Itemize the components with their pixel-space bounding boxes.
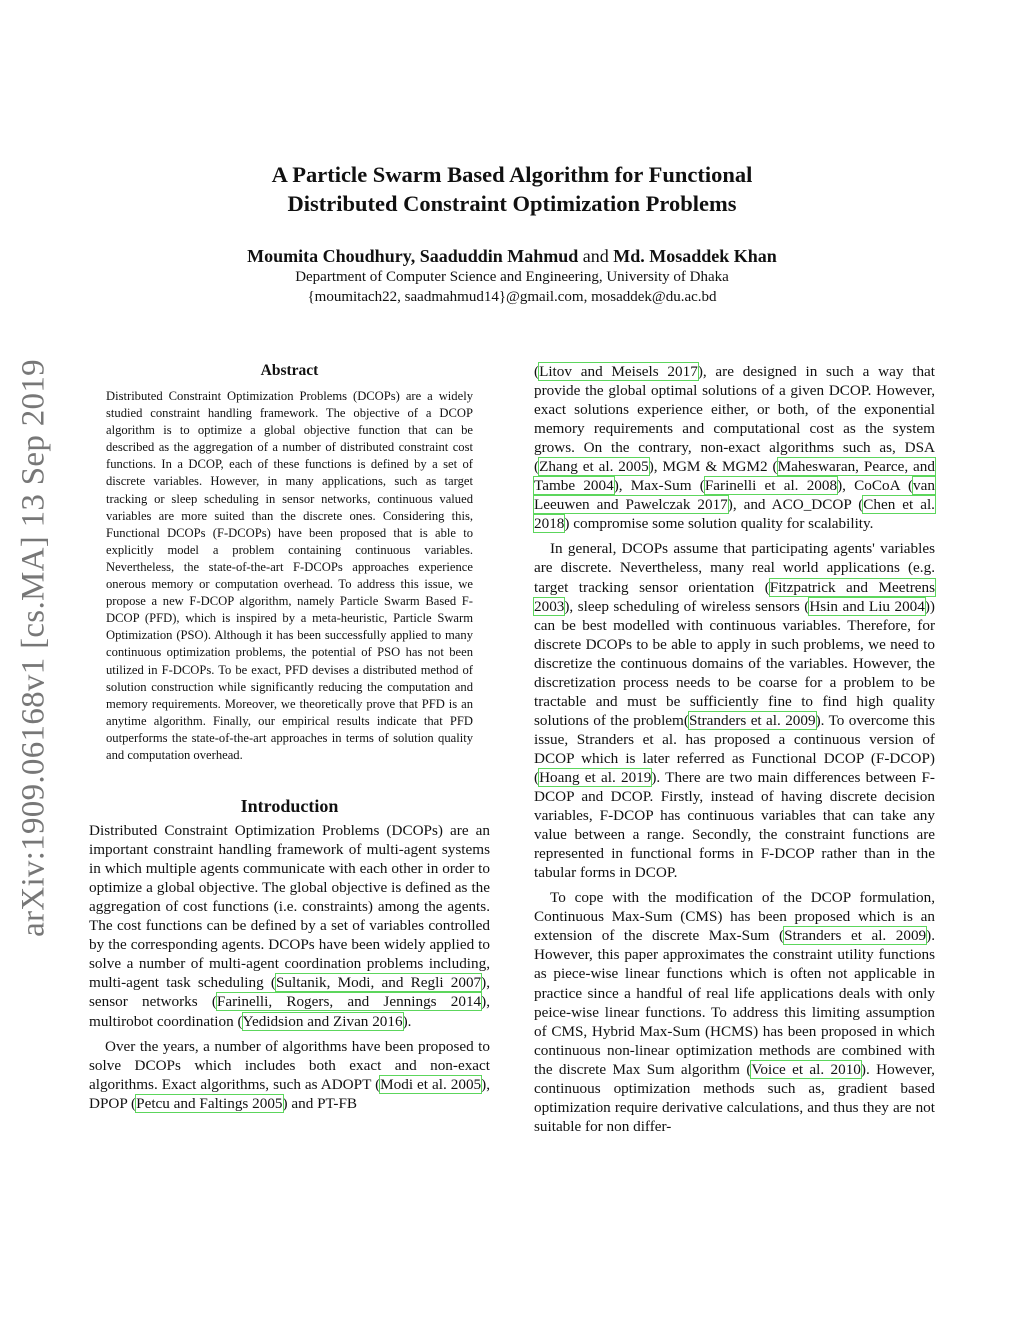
title-line-2: Distributed Constraint Optimization Problems: [287, 191, 737, 216]
text-run: ), and ACO_DCOP (: [727, 496, 864, 514]
paper-title: [0, 160, 1024, 218]
text-run: ), Max-Sum (: [613, 477, 705, 495]
text-run: ) and PT-FB: [282, 1094, 358, 1112]
citation-link[interactable]: Voice et al. 2010: [751, 1060, 861, 1078]
citation-link[interactable]: Hoang et al. 2019: [539, 768, 652, 786]
text-run: ). However, continuous optimization methods such as, gradient based optimization require derivative calculations, and thus they are not suitable for non differ-: [534, 1060, 935, 1135]
left-column: [89, 362, 490, 1113]
citation-link[interactable]: Fitzpatrick and Meetrens 2003: [534, 578, 935, 615]
abstract-text: Distributed Constraint Optimization Problems (DCOPs) are a widely studied constraint handling framework. The objective of a DCOP algorithm is to optimize a global objective function that can be described as the aggregation of a number of distributed constraint cost functions. In a DCOP, each of these functions is defined by a set of discrete variables. However, in many applications, such as target tracking or sleep scheduling in sensor networks, continuous valued variables are more suited than the discrete ones. Considering this, Functional DCOPs (F-DCOPs) have been proposed that is able to explicitly model a problem containing continuous variables. Nevertheless, the state-of-the-art F-DCOPs approaches experience onerous memory or computation overhead. To address this issue, we propose a new F-DCOP algorithm, namely Particle Swarm Based F-DCOP (PFD), which is inspired by a meta-heuristic, Particle Swarm Optimization (PSO). Although it has been successfully applied to many continuous optimization problems, the potential of PSO has not been utilized in F-DCOPs. To be exact, PFD devises a distributed method of solution construction while significantly reducing the computation and memory requirements. Moreover, we theoretically prove that PFD is an anytime algorithm. Finally, our empirical results indicate that PFD outperforms the state-of-the-art approaches in terms of solution quality and computation overhead.: [106, 389, 473, 762]
citation-link[interactable]: Farinelli et al. 2008: [704, 477, 838, 495]
text-run: ). To overcome this issue, Stranders et al. has proposed a continuous version of DCOP which is later referred as Functional DCOP (F-DCOP) (: [534, 711, 935, 786]
text-run: Distributed Constraint Optimization Problems (DCOPs) are an important constraint handling framework of multi-agent systems in which multiple agents communicate with each other in order to optimize a global objective. The global objective is defined as the aggregation of cost functions (i.e. constraints) among the agents. The cost functions can be defined by a set of variables controlled by the corresponding agents. DCOPs have been widely applied to solve a number of multi-agent coordination problems including, multi-agent task scheduling (: [89, 822, 490, 992]
citation-link[interactable]: Hsin and Liu 2004: [809, 597, 925, 615]
text-run: (: [534, 363, 540, 380]
citation-link[interactable]: Zhang et al. 2005: [539, 458, 649, 476]
right-paragraph-1: [534, 362, 935, 533]
title-line-1: A Particle Swarm Based Algorithm for Functional: [271, 162, 753, 187]
text-run: In general, DCOPs assume that participating agents' variables are discrete. Nevertheless, many real world applications (e.g. target tracking sensor orientation (: [534, 540, 935, 596]
affiliation: Department of Computer Science and Engineering, University of Dhaka: [295, 269, 729, 285]
text-run: ), multirobot coordination (: [89, 993, 491, 1030]
email-list: {moumitach22, saadmahmud14}@gmail.com, mosaddek@du.ac.bd: [307, 289, 717, 305]
text-run: ), MGM & MGM2 (: [648, 458, 778, 476]
text-run: To cope with the modification of the DCOP formulation, Continuous Max-Sum (CMS) has been proposed which is an extension of the discrete Max-Sum (: [534, 889, 935, 945]
citation-link[interactable]: Farinelli, Rogers, and Jennings 2014: [216, 993, 482, 1011]
abstract-heading: Abstract: [260, 362, 319, 379]
citation-link[interactable]: Modi et al. 2005: [380, 1075, 482, 1093]
right-column: [534, 362, 935, 1136]
text-run: )) can be best modelled with continuous variables. Therefore, for discrete DCOPs to be able to apply in such problems, we need to discretize the continuous domains of the variables. However, the discretization process needs to be coarse for a problem to be tractable and must be sufficiently fine to find high quality solutions of the problem(: [534, 597, 935, 729]
citation-link[interactable]: Stranders et al. 2009: [688, 711, 816, 729]
author-group-2: Md. Mosaddek Khan: [613, 246, 777, 266]
affiliation-block: [0, 267, 1024, 307]
citation-link[interactable]: Litov and Meisels 2017: [539, 363, 698, 380]
text-run: ). There are two main differences between F-DCOP and DCOP. Firstly, instead of having discrete decision variables, F-DCOP has continuous variables that can take any value between a range. Secondly, the constraint functions are represented in functional forms in F-DCOP rather than in the tabular forms in DCOP.: [534, 768, 935, 882]
citation-link[interactable]: Petcu and Faltings 2005: [136, 1094, 283, 1112]
text-run: ), DPOP (: [89, 1075, 490, 1112]
right-paragraph-3: [534, 888, 935, 1136]
citation-link[interactable]: Stranders et al. 2009: [784, 927, 927, 945]
citation-link[interactable]: van Leeuwen and Pawelczak 2017: [534, 477, 935, 514]
citation-link[interactable]: Chen et al. 2018: [534, 496, 935, 533]
author-conjunction: and: [578, 246, 614, 266]
intro-paragraph-2: [89, 1037, 490, 1113]
arxiv-identifier-text: arXiv:1909.06168v1 [cs.MA] 13 Sep 2019: [15, 359, 52, 937]
text-run: ).: [402, 1012, 412, 1030]
citation-link[interactable]: Yedidsion and Zivan 2016: [242, 1012, 403, 1030]
text-run: ), are designed in such a way that provide the global optimal solutions of a given DCOP. However, exact solutions experience either, or both, of the exponential memory requirements and computational cost as the system grows. On the contrary, non-exact algorithms such as, DSA (: [534, 363, 936, 476]
arxiv-identifier: [6, 348, 62, 948]
intro-paragraph-1: [89, 821, 490, 1031]
author-list: [0, 245, 1024, 267]
text-run: ), sleep scheduling of wireless sensors (: [564, 597, 810, 615]
right-paragraph-2: [534, 539, 935, 882]
text-run: ) compromise some solution quality for scalability.: [564, 515, 874, 533]
author-group-1: Moumita Choudhury, Saaduddin Mahmud: [247, 246, 579, 266]
introduction-heading: Introduction: [240, 796, 339, 817]
text-run: ), sensor networks (: [89, 974, 490, 1011]
text-run: ), CoCoA (: [837, 477, 914, 495]
citation-link[interactable]: Sultanik, Modi, and Regli 2007: [275, 974, 482, 992]
citation-link[interactable]: Maheswaran, Pearce, and Tambe 2004: [534, 458, 935, 495]
text-run: Over the years, a number of algorithms have been proposed to solve DCOPs which includes both exact and non-exact algorithms. Exact algorithms, such as ADOPT (: [89, 1037, 490, 1093]
text-run: ). However, this paper approximates the constraint utility functions as piece-wise linear functions which is often not applicable in practice since a handful of real life applications deals with only peice-wise linear functions. To address this limiting assumption of CMS, Hybrid Max-Sum (HCMS) has been proposed in which continuous non-linear optimization methods are combined with the discrete Max Sum algorithm (: [534, 927, 935, 1078]
